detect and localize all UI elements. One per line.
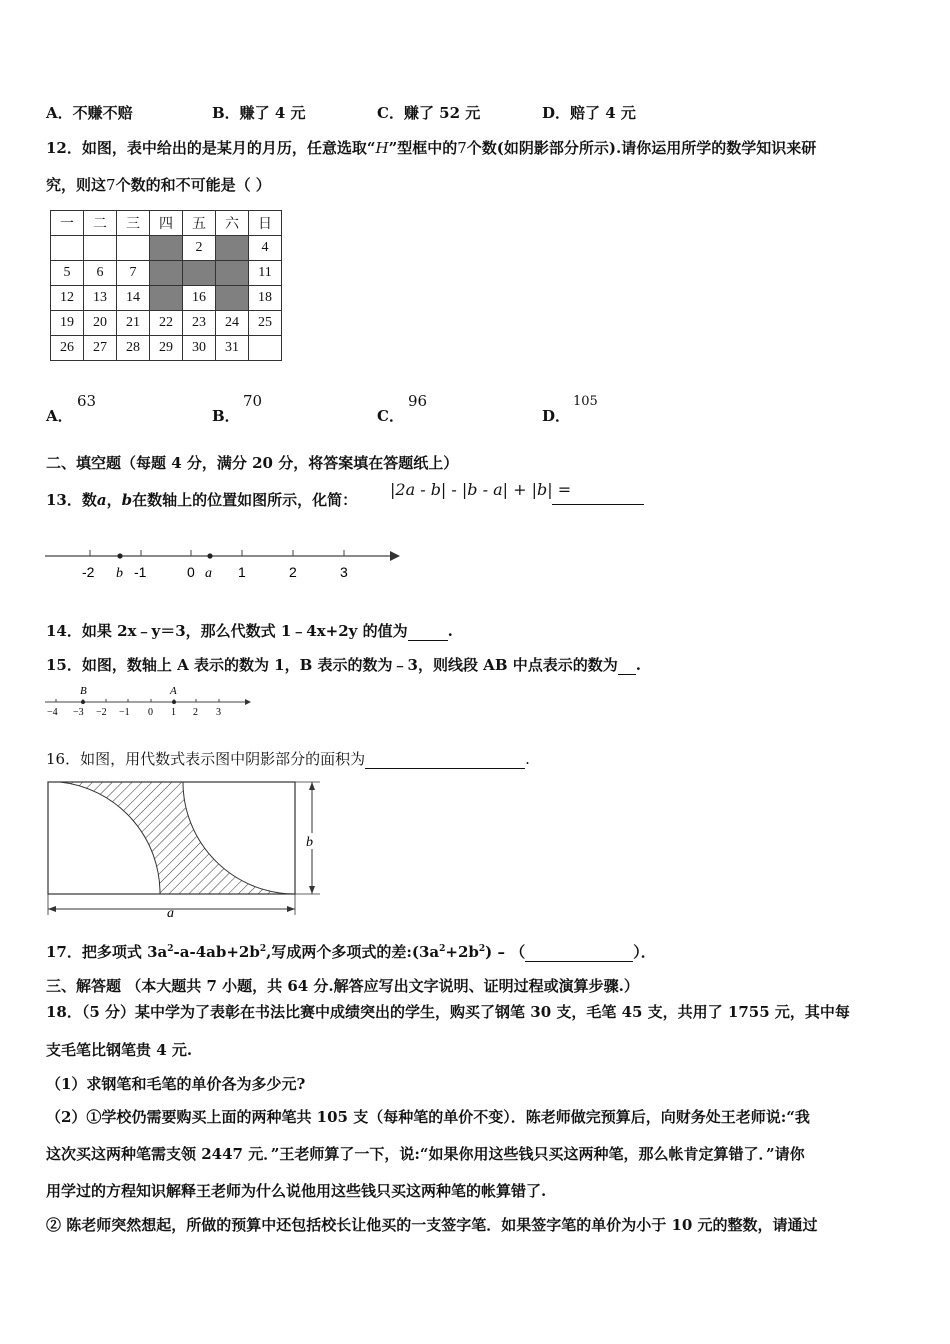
q13-a: a	[96, 491, 107, 509]
q15-text	[46, 654, 641, 675]
q12-line2	[46, 174, 271, 195]
calendar-cell: 29	[150, 336, 183, 361]
q12-text-e: 个数的和不可能是（ ）	[115, 176, 271, 194]
q13-label: 1	[238, 564, 246, 580]
q17-c: ,写成两个多项式的差:(3a	[266, 943, 440, 961]
calendar-header-row	[51, 211, 282, 236]
calendar-cell: 2	[183, 236, 216, 261]
calendar-cell-shaded	[216, 236, 249, 261]
section3-heading: 三、解答题 （本大题共 7 小题，共 64 分.解答应写出文字说明、证明过程或演算步骤.）	[46, 977, 639, 995]
calendar-cell: 22	[150, 311, 183, 336]
q18-line2: 支毛笔比钢笔贵 4 元.	[46, 1041, 193, 1059]
q17-text	[46, 941, 656, 962]
q15-label: 2	[193, 707, 198, 718]
q12-line1	[46, 137, 816, 158]
q15-period: .	[635, 656, 641, 674]
q17-sup: 2	[439, 944, 446, 954]
q17-b: -a-4ab+2b	[173, 943, 260, 961]
q13-label: -2	[82, 564, 95, 580]
q13-formula: |2a - b| - |b - a| + |b| =	[390, 480, 572, 499]
q12-seven: 7	[457, 139, 467, 157]
calendar-cell: 11	[249, 261, 282, 286]
q16-period: .	[525, 750, 530, 768]
q13-label: a	[205, 566, 212, 581]
calendar-cell-shaded	[150, 286, 183, 311]
calendar-cell-shaded	[216, 261, 249, 286]
calendar-header-cell: 二	[84, 211, 117, 236]
calendar-cell: 7	[117, 261, 150, 286]
calendar-cell	[117, 236, 150, 261]
q12-option-b-label: B．	[212, 407, 240, 425]
q12-text-b: ”型框中的	[388, 139, 458, 157]
q18-line4: （2）①学校仍需要购买上面的两种笔共 105 支（每种笔的单价不变）．陈老师做完预算后，向财务处王老师说:“我	[46, 1108, 810, 1126]
calendar-row	[51, 336, 282, 361]
q15-label: 1	[171, 707, 176, 718]
q15-number-line	[40, 680, 260, 720]
calendar-row	[51, 286, 282, 311]
q13-text	[46, 489, 357, 510]
q13-answer-blank[interactable]	[552, 486, 644, 505]
q12-option-a-label: A．	[46, 407, 73, 425]
q13-label: 2	[289, 564, 297, 580]
q15-label: 0	[148, 707, 153, 718]
calendar-cell: 12	[51, 286, 84, 311]
q13-point-b	[117, 553, 122, 558]
q17-f: ）．	[633, 943, 656, 961]
calendar-cell: 21	[117, 311, 150, 336]
q12-text-c: 个数(如阴影部分所示).请你运用所学的数学知识来研	[466, 139, 817, 157]
q11-option-c: C．赚了 52 元	[377, 104, 481, 122]
calendar-header-cell: 五	[183, 211, 216, 236]
calendar-cell: 23	[183, 311, 216, 336]
q18-line6: 用学过的方程知识解释王老师为什么说他用这些钱只买这两种笔的帐算错了.	[46, 1182, 547, 1200]
q15-label: −4	[47, 707, 58, 718]
q17-e: ) – （	[485, 943, 526, 961]
q17-answer-blank[interactable]	[525, 945, 633, 962]
q13-point-a	[207, 553, 212, 558]
section2-heading: 二、填空题（每题 4 分，满分 20 分，将答案填在答题纸上）	[46, 454, 459, 472]
q16-text	[46, 748, 530, 769]
label-a: a	[167, 906, 174, 920]
calendar-cell-shaded	[150, 261, 183, 286]
q15-label: −2	[96, 707, 107, 718]
q17-sup: 2	[259, 944, 267, 954]
calendar-header-cell: 四	[150, 211, 183, 236]
q14-answer-blank[interactable]	[408, 624, 448, 641]
q18-line3: （1）求钢笔和毛笔的单价各为多少元?	[46, 1075, 306, 1093]
q18-line5: 这次买这两种笔需支领 2447 元．”王老师算了一下，说:“如果你用这些钱只买这两种笔，那么帐肯定算错了．”请你	[46, 1145, 805, 1163]
calendar-cell: 6	[84, 261, 117, 286]
q16-figure	[40, 775, 340, 920]
q11-option-a: A．不赚不赔	[46, 104, 133, 122]
calendar-cell	[51, 236, 84, 261]
calendar-cell: 25	[249, 311, 282, 336]
q12-h-letter: H	[375, 139, 389, 157]
calendar-cell: 14	[117, 286, 150, 311]
q12-option-a-value: 63	[77, 392, 97, 410]
q17-a: 17．把多项式 3a	[46, 943, 168, 961]
calendar-cell: 28	[117, 336, 150, 361]
q14-period: .	[447, 622, 453, 640]
q12-seven-2: 7	[106, 176, 116, 194]
q11-option-d: D．赔了 4 元	[542, 104, 636, 122]
q12-option-d-value: 105	[573, 394, 598, 409]
arrow-left	[48, 906, 56, 912]
calendar-cell: 26	[51, 336, 84, 361]
arrow-bottom	[309, 886, 315, 894]
arrow-top	[309, 782, 315, 790]
q13-comma: ，	[106, 491, 122, 509]
q12-option-c-value: 96	[408, 392, 428, 410]
q15-answer-blank[interactable]	[618, 658, 636, 675]
calendar-cell-shaded	[183, 261, 216, 286]
calendar-table	[50, 210, 282, 361]
calendar-cell: 27	[84, 336, 117, 361]
q15-point-a	[172, 700, 176, 704]
q15-question: 15．如图，数轴上 A 表示的数为 1，B 表示的数为﹣3，则线段 AB 中点表示的数为	[46, 656, 618, 674]
q13-label: 3	[340, 564, 348, 580]
calendar-row	[51, 236, 282, 261]
calendar-cell	[84, 236, 117, 261]
calendar-cell: 30	[183, 336, 216, 361]
q13-text-b: 在数轴上的位置如图所示，化简：	[132, 491, 358, 509]
q13-label: -1	[134, 564, 147, 580]
q18-line7: ② 陈老师突然想起，所做的预算中还包括校长让他买的一支签字笔．如果签字笔的单价为小于 10 元的整数，请通过	[46, 1216, 818, 1234]
q15-axis-arrow	[245, 699, 251, 705]
calendar-header-cell: 日	[249, 211, 282, 236]
arrow-right	[287, 906, 295, 912]
q15-point-a-label: A	[170, 685, 177, 697]
q14-question: 14．如果 2x﹣y＝3，那么代数式 1﹣4x+2y 的值为	[46, 622, 408, 640]
shaded-region	[60, 782, 295, 894]
calendar-cell	[249, 336, 282, 361]
calendar-cell: 13	[84, 286, 117, 311]
calendar-header-cell: 六	[216, 211, 249, 236]
calendar-cell: 24	[216, 311, 249, 336]
q13-axis-arrow	[390, 551, 400, 561]
calendar-header-cell: 三	[117, 211, 150, 236]
q16-answer-blank[interactable]	[365, 752, 525, 769]
q12-option-c-label: C．	[377, 407, 404, 425]
calendar-row	[51, 261, 282, 286]
q17-sup: 2	[167, 944, 174, 954]
q13-text-a: 13．数	[46, 491, 97, 509]
calendar-cell: 4	[249, 236, 282, 261]
q17-d: +2b	[445, 943, 479, 961]
q18-line1: 18．（5 分）某中学为了表彰在书法比赛中成绩突出的学生，购买了钢笔 30 支，毛笔 45 支，共用了 1755 元，其中每	[46, 1003, 850, 1021]
q12-option-d-label: D．	[542, 407, 571, 425]
q13-label: b	[116, 566, 123, 581]
q11-option-b: B．赚了 4 元	[212, 104, 306, 122]
q12-text-d: 究，则这	[46, 176, 107, 194]
q17-sup: 2	[478, 944, 486, 954]
q15-point-b-label: B	[80, 685, 87, 697]
q16-question: 16．如图，用代数式表示图中阴影部分的面积为	[46, 750, 366, 768]
calendar-cell: 18	[249, 286, 282, 311]
calendar-cell: 31	[216, 336, 249, 361]
calendar-header-cell: 一	[51, 211, 84, 236]
calendar-cell: 5	[51, 261, 84, 286]
q13-b: b	[121, 491, 133, 509]
calendar-row	[51, 311, 282, 336]
q15-label: −3	[73, 707, 84, 718]
calendar-cell: 20	[84, 311, 117, 336]
calendar-cell: 19	[51, 311, 84, 336]
label-b: b	[306, 835, 313, 850]
q15-label: 3	[216, 707, 221, 718]
q15-point-b	[81, 700, 85, 704]
q13-label: 0	[187, 564, 195, 580]
q13-number-line	[40, 540, 410, 585]
q15-label: −1	[119, 707, 130, 718]
calendar-cell-shaded	[216, 286, 249, 311]
calendar-cell-shaded	[150, 236, 183, 261]
q14-text	[46, 620, 453, 641]
calendar-cell: 16	[183, 286, 216, 311]
q12-text-a: 12．如图，表中给出的是某月的月历，任意选取“	[46, 139, 376, 157]
q12-option-b-value: 70	[243, 392, 263, 410]
